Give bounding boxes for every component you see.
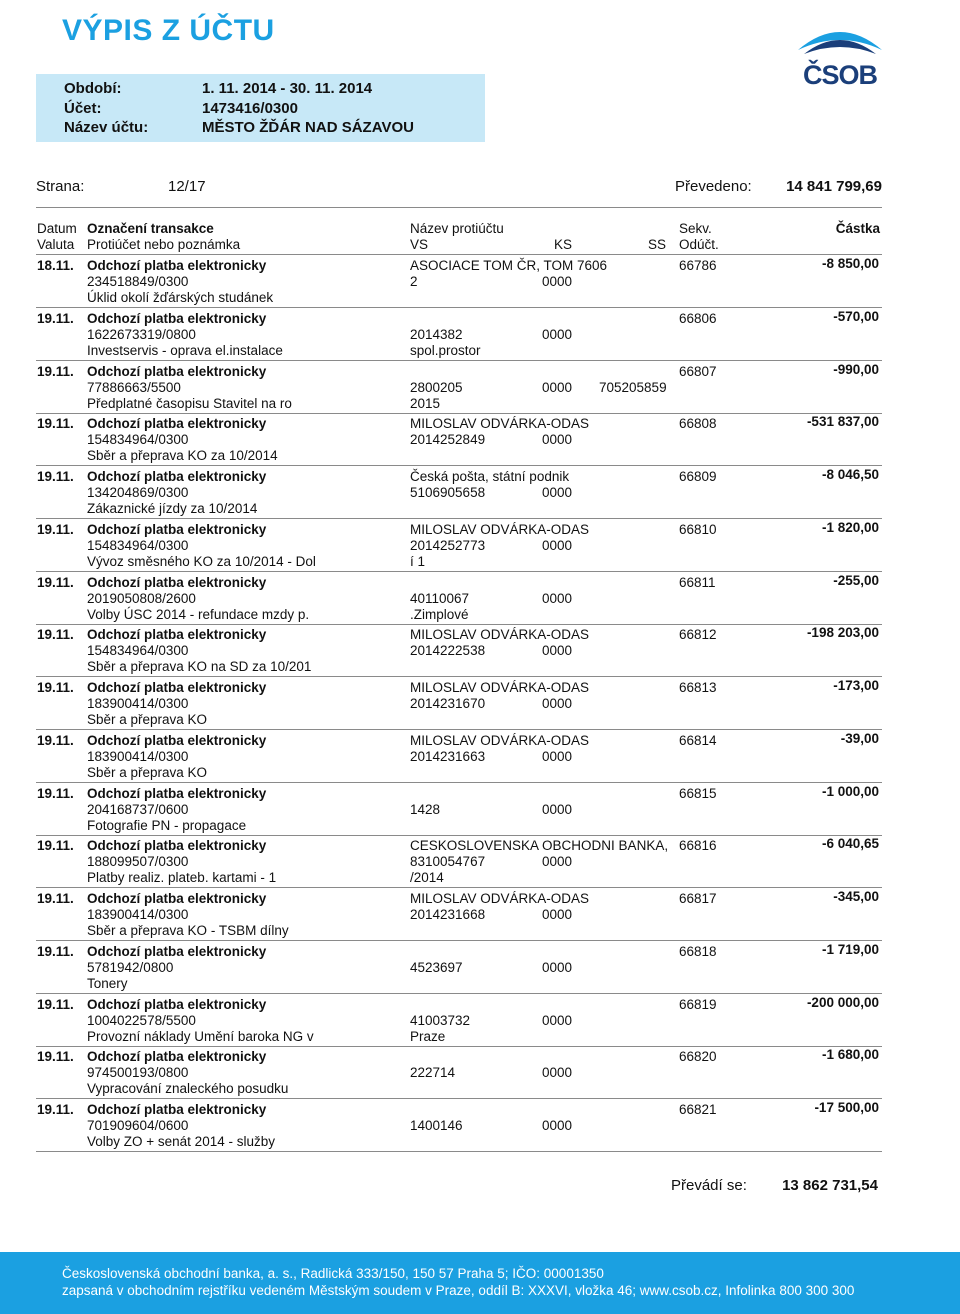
tx-account: 183900414/0300 xyxy=(87,696,189,711)
tx-ks: 0000 xyxy=(542,1065,573,1081)
tx-type: Odchozí platba elektronicky xyxy=(87,521,267,537)
tx-counter-name-cont: spol.prostor xyxy=(410,342,481,358)
tx-account: 2019050808/2600 xyxy=(87,590,196,606)
col-designation: Označení transakce xyxy=(87,221,214,236)
tx-counter-name: MILOSLAV ODVÁRKA-ODAS xyxy=(410,680,590,695)
tx-vs: 2014231668 xyxy=(410,907,486,922)
tx-ks: 0000 xyxy=(542,1118,573,1133)
account-name-label: Název účtu: xyxy=(64,119,149,136)
tx-amount: -17 500,00 xyxy=(814,1100,879,1115)
header-divider xyxy=(36,254,882,255)
table-row xyxy=(0,730,960,786)
tx-vs: 1400146 xyxy=(410,1118,463,1133)
logo-text: ČSOB xyxy=(802,60,877,90)
tx-vs: 5106905658 xyxy=(410,485,486,500)
tx-note: Fotografie PN - propagace xyxy=(87,817,247,833)
tx-account: 204168737/0600 xyxy=(87,801,189,817)
carry-forward-value: 13 862 731,54 xyxy=(782,1177,878,1194)
tx-seq: 66806 xyxy=(679,310,717,326)
tx-amount: -1 680,00 xyxy=(821,1047,879,1063)
table-row xyxy=(0,469,960,522)
account-value: 1473416/0300 xyxy=(202,100,298,117)
tx-date: 19.11. xyxy=(37,732,74,748)
tx-seq: 66820 xyxy=(679,1049,717,1065)
tx-vs: 2800205 xyxy=(410,379,463,395)
carried-over-label: Převedeno: xyxy=(675,178,752,195)
col-value-date: Valuta xyxy=(37,237,75,252)
col-vs: VS xyxy=(410,237,429,252)
tx-type: Odchozí platba elektronicky xyxy=(87,310,267,326)
table-row xyxy=(0,361,960,417)
tx-date: 19.11. xyxy=(37,363,74,379)
tx-ks: 0000 xyxy=(542,274,573,289)
tx-vs: 2014252849 xyxy=(410,432,486,448)
col-seq: Sekv. xyxy=(679,221,712,236)
table-row xyxy=(0,519,960,575)
table-row xyxy=(0,258,960,311)
tx-type: Odchozí platba elektronicky xyxy=(87,732,267,748)
tx-account: 183900414/0300 xyxy=(87,907,189,922)
period-value: 1. 11. 2014 - 30. 11. 2014 xyxy=(202,80,373,97)
table-row xyxy=(0,994,960,1050)
tx-account: 134204869/0300 xyxy=(87,485,189,500)
row-divider xyxy=(36,729,882,730)
tx-ks: 0000 xyxy=(542,748,573,764)
tx-date: 19.11. xyxy=(37,574,74,590)
tx-account: 77886663/5500 xyxy=(87,379,181,395)
tx-amount: -6 040,65 xyxy=(821,836,879,852)
tx-account: 154834964/0300 xyxy=(87,432,189,448)
tx-note: Provozní náklady Umění baroka NG v xyxy=(87,1028,314,1044)
row-divider xyxy=(36,307,882,308)
tx-seq: 66808 xyxy=(679,416,717,432)
tx-vs: 2014231663 xyxy=(410,748,486,764)
tx-seq: 66810 xyxy=(679,521,717,537)
tx-amount: -198 203,00 xyxy=(806,625,879,641)
tx-vs: 222714 xyxy=(410,1065,456,1081)
tx-type: Odchozí platba elektronicky xyxy=(87,838,267,854)
tx-ks: 0000 xyxy=(542,485,573,500)
tx-vs: 2 xyxy=(410,274,418,289)
tx-counter-name: MILOSLAV ODVÁRKA-ODAS xyxy=(410,521,590,537)
tx-amount: -173,00 xyxy=(833,678,879,693)
tx-note: Předplatné časopisu Stavitel na ro xyxy=(87,395,292,411)
tx-account: 154834964/0300 xyxy=(87,643,189,659)
tx-type: Odchozí platba elektronicky xyxy=(87,574,267,590)
tx-seq: 66814 xyxy=(679,732,717,748)
tx-type: Odchozí platba elektronicky xyxy=(87,469,267,484)
tx-amount: -1 719,00 xyxy=(821,941,879,957)
tx-date: 19.11. xyxy=(37,785,74,801)
tx-account: 5781942/0800 xyxy=(87,959,174,975)
row-divider xyxy=(36,413,882,414)
tx-seq: 66812 xyxy=(679,627,717,643)
tx-counter-name: MILOSLAV ODVÁRKA-ODAS xyxy=(410,627,590,643)
row-divider xyxy=(36,887,882,888)
tx-counter-name: MILOSLAV ODVÁRKA-ODAS xyxy=(410,891,590,906)
tx-seq: 66819 xyxy=(679,996,717,1012)
tx-vs: 1428 xyxy=(410,801,441,817)
table-row xyxy=(0,308,960,364)
tx-vs: 8310054767 xyxy=(410,854,486,870)
tx-amount: -1 000,00 xyxy=(821,783,879,799)
tx-amount: -39,00 xyxy=(840,730,879,746)
col-deduction: Odúčt. xyxy=(679,237,719,252)
tx-note: Sběr a přeprava KO xyxy=(87,764,208,780)
tx-ks: 0000 xyxy=(542,432,573,448)
tx-date: 19.11. xyxy=(37,943,74,959)
tx-ks: 0000 xyxy=(542,854,573,870)
row-divider xyxy=(36,571,882,572)
table-row xyxy=(0,1102,960,1155)
tx-account: 974500193/0800 xyxy=(87,1065,189,1081)
tx-vs: 2014222538 xyxy=(410,643,486,659)
tx-seq: 66817 xyxy=(679,891,717,906)
tx-type: Odchozí platba elektronicky xyxy=(87,996,267,1012)
tx-counter-name-cont: Praze xyxy=(410,1028,446,1044)
tx-note: Sběr a přeprava KO - TSBM dílny xyxy=(87,923,289,938)
tx-seq: 66809 xyxy=(679,469,717,484)
tx-date: 19.11. xyxy=(37,996,74,1012)
tx-seq: 66815 xyxy=(679,785,717,801)
carried-over-value: 14 841 799,69 xyxy=(786,178,882,195)
col-ks: KS xyxy=(554,237,573,252)
divider xyxy=(36,207,882,208)
row-divider xyxy=(36,624,882,625)
row-divider xyxy=(36,940,882,941)
tx-ks: 0000 xyxy=(542,959,573,975)
tx-amount: -8 046,50 xyxy=(821,467,879,482)
tx-amount: -990,00 xyxy=(833,361,879,377)
tx-counter-name-cont: 2015 xyxy=(410,395,441,411)
tx-ks: 0000 xyxy=(542,907,573,922)
tx-seq: 66818 xyxy=(679,943,717,959)
tx-type: Odchozí platba elektronicky xyxy=(87,1102,267,1117)
row-divider xyxy=(36,360,882,361)
table-row xyxy=(0,1049,960,1102)
tx-date: 19.11. xyxy=(37,1049,74,1065)
tx-ks: 0000 xyxy=(542,590,573,606)
tx-date: 18.11. xyxy=(37,258,74,273)
tx-account: 234518849/0300 xyxy=(87,274,189,289)
tx-account: 1004022578/5500 xyxy=(87,1012,196,1028)
carry-forward-label: Převádí se: xyxy=(671,1177,747,1194)
tx-vs: 2014382 xyxy=(410,326,463,342)
tx-account: 1622673319/0800 xyxy=(87,326,196,342)
tx-note: Platby realiz. plateb. kartami - 1 xyxy=(87,870,277,886)
tx-ks: 0000 xyxy=(542,326,573,342)
tx-date: 19.11. xyxy=(37,891,74,906)
footer xyxy=(0,1252,960,1314)
csob-logo xyxy=(790,20,890,90)
tx-account: 154834964/0300 xyxy=(87,537,189,553)
tx-amount: -531 837,00 xyxy=(806,414,879,430)
table-row xyxy=(0,783,960,839)
tx-seq: 66811 xyxy=(679,574,716,590)
tx-note: Zákaznické jízdy za 10/2014 xyxy=(87,501,258,516)
tx-note: Úklid okolí žďárských studánek xyxy=(87,290,274,305)
tx-note: Vývoz směsného KO za 10/2014 - Dol xyxy=(87,553,316,569)
tx-ks: 0000 xyxy=(542,379,573,395)
table-row xyxy=(0,891,960,944)
tx-date: 19.11. xyxy=(37,680,74,695)
tx-seq: 66813 xyxy=(679,680,717,695)
tx-type: Odchozí platba elektronicky xyxy=(87,680,267,695)
tx-vs: 2014231670 xyxy=(410,696,486,711)
tx-amount: -8 850,00 xyxy=(821,256,879,271)
row-divider xyxy=(36,782,882,783)
tx-date: 19.11. xyxy=(37,310,74,326)
tx-type: Odchozí platba elektronicky xyxy=(87,891,267,906)
tx-date: 19.11. xyxy=(37,1102,74,1117)
row-divider xyxy=(36,1046,882,1047)
footer-line-2: zapsaná v obchodním rejstříku vedeném Městským soudem v Praze, oddíl B: XXXVI, vložka 46; www.csob.cz, Infolinka 800 300 300 xyxy=(62,1283,855,1298)
table-row xyxy=(0,680,960,733)
row-divider xyxy=(36,465,882,466)
table-row xyxy=(0,627,960,680)
tx-counter-name: CESKOSLOVENSKA OBCHODNI BANKA, xyxy=(410,838,669,854)
tx-type: Odchozí platba elektronicky xyxy=(87,363,267,379)
tx-amount: -345,00 xyxy=(833,889,879,904)
row-divider xyxy=(36,835,882,836)
tx-date: 19.11. xyxy=(37,838,74,854)
account-info-box xyxy=(36,74,485,142)
row-divider xyxy=(36,993,882,994)
tx-note: Volby ÚSC 2014 - refundace mzdy p. xyxy=(87,606,310,622)
tx-account: 188099507/0300 xyxy=(87,854,189,870)
row-divider xyxy=(36,1098,882,1099)
table-row xyxy=(0,838,960,891)
col-ss: SS xyxy=(648,237,667,252)
tx-type: Odchozí platba elektronicky xyxy=(87,1049,267,1065)
account-label: Účet: xyxy=(64,100,102,117)
tx-note: Vypracování znaleckého posudku xyxy=(87,1081,289,1097)
tx-ss: 705205859 xyxy=(599,379,667,395)
row-divider xyxy=(36,676,882,677)
tx-note: Investservis - oprava el.instalace xyxy=(87,342,283,358)
tx-counter-name: MILOSLAV ODVÁRKA-ODAS xyxy=(410,732,590,748)
tx-amount: -255,00 xyxy=(833,572,879,588)
tx-type: Odchozí platba elektronicky xyxy=(87,416,267,432)
col-date: Datum xyxy=(37,221,77,236)
tx-note: Tonery xyxy=(87,975,128,991)
tx-counter-name: Česká pošta, státní podnik xyxy=(410,469,570,484)
page-label: Strana: xyxy=(36,178,85,195)
tx-vs: 4523697 xyxy=(410,959,463,975)
tx-type: Odchozí platba elektronicky xyxy=(87,943,267,959)
tx-seq: 66821 xyxy=(679,1102,717,1117)
tx-vs: 41003732 xyxy=(410,1012,471,1028)
tx-date: 19.11. xyxy=(37,521,74,537)
tx-counter-name-cont: /2014 xyxy=(410,870,444,886)
tx-date: 19.11. xyxy=(37,627,74,643)
row-divider xyxy=(36,1151,882,1152)
tx-type: Odchozí platba elektronicky xyxy=(87,627,267,643)
tx-account: 701909604/0600 xyxy=(87,1118,189,1133)
tx-seq: 66786 xyxy=(679,258,717,273)
table-row xyxy=(0,572,960,628)
tx-note: Sběr a přeprava KO za 10/2014 xyxy=(87,448,278,464)
col-counter-name: Název protiúčtu xyxy=(410,221,504,236)
tx-date: 19.11. xyxy=(37,416,74,432)
account-name-value: MĚSTO ŽĎÁR NAD SÁZAVOU xyxy=(202,119,414,136)
period-label: Období: xyxy=(64,80,122,97)
tx-account: 183900414/0300 xyxy=(87,748,189,764)
tx-vs: 40110067 xyxy=(410,590,470,606)
row-divider xyxy=(36,518,882,519)
page-title: VÝPIS Z ÚČTU xyxy=(62,14,275,47)
tx-type: Odchozí platba elektronicky xyxy=(87,258,267,273)
table-row xyxy=(0,416,960,469)
table-row xyxy=(0,941,960,997)
tx-ks: 0000 xyxy=(542,537,573,553)
tx-note: Volby ZO + senát 2014 - služby xyxy=(87,1134,275,1149)
tx-counter-name-cont: .Zimplové xyxy=(410,606,469,622)
tx-counter-name: ASOCIACE TOM ČR, TOM 7606 xyxy=(410,258,608,273)
footer-line-1: Československá obchodní banka, a. s., Radlická 333/150, 150 57 Praha 5; IČO: 00001350 xyxy=(62,1266,604,1281)
page-number: 12/17 xyxy=(168,178,206,195)
col-counter-note: Protiúčet nebo poznámka xyxy=(87,237,241,252)
tx-type: Odchozí platba elektronicky xyxy=(87,785,267,801)
col-amount: Částka xyxy=(835,221,880,236)
logo-wave-icon xyxy=(790,20,890,60)
tx-date: 19.11. xyxy=(37,469,74,484)
tx-ks: 0000 xyxy=(542,801,573,817)
tx-amount: -570,00 xyxy=(833,308,879,324)
tx-seq: 66807 xyxy=(679,363,717,379)
tx-ks: 0000 xyxy=(542,1012,573,1028)
tx-counter-name: MILOSLAV ODVÁRKA-ODAS xyxy=(410,416,590,432)
tx-counter-name-cont: í 1 xyxy=(410,553,426,569)
tx-seq: 66816 xyxy=(679,838,717,854)
tx-note: Sběr a přeprava KO na SD za 10/201 xyxy=(87,659,312,675)
tx-ks: 0000 xyxy=(542,696,573,711)
tx-vs: 2014252773 xyxy=(410,537,486,553)
tx-note: Sběr a přeprava KO xyxy=(87,712,208,727)
tx-ks: 0000 xyxy=(542,643,573,659)
tx-amount: -200 000,00 xyxy=(806,994,879,1010)
tx-amount: -1 820,00 xyxy=(821,519,879,535)
